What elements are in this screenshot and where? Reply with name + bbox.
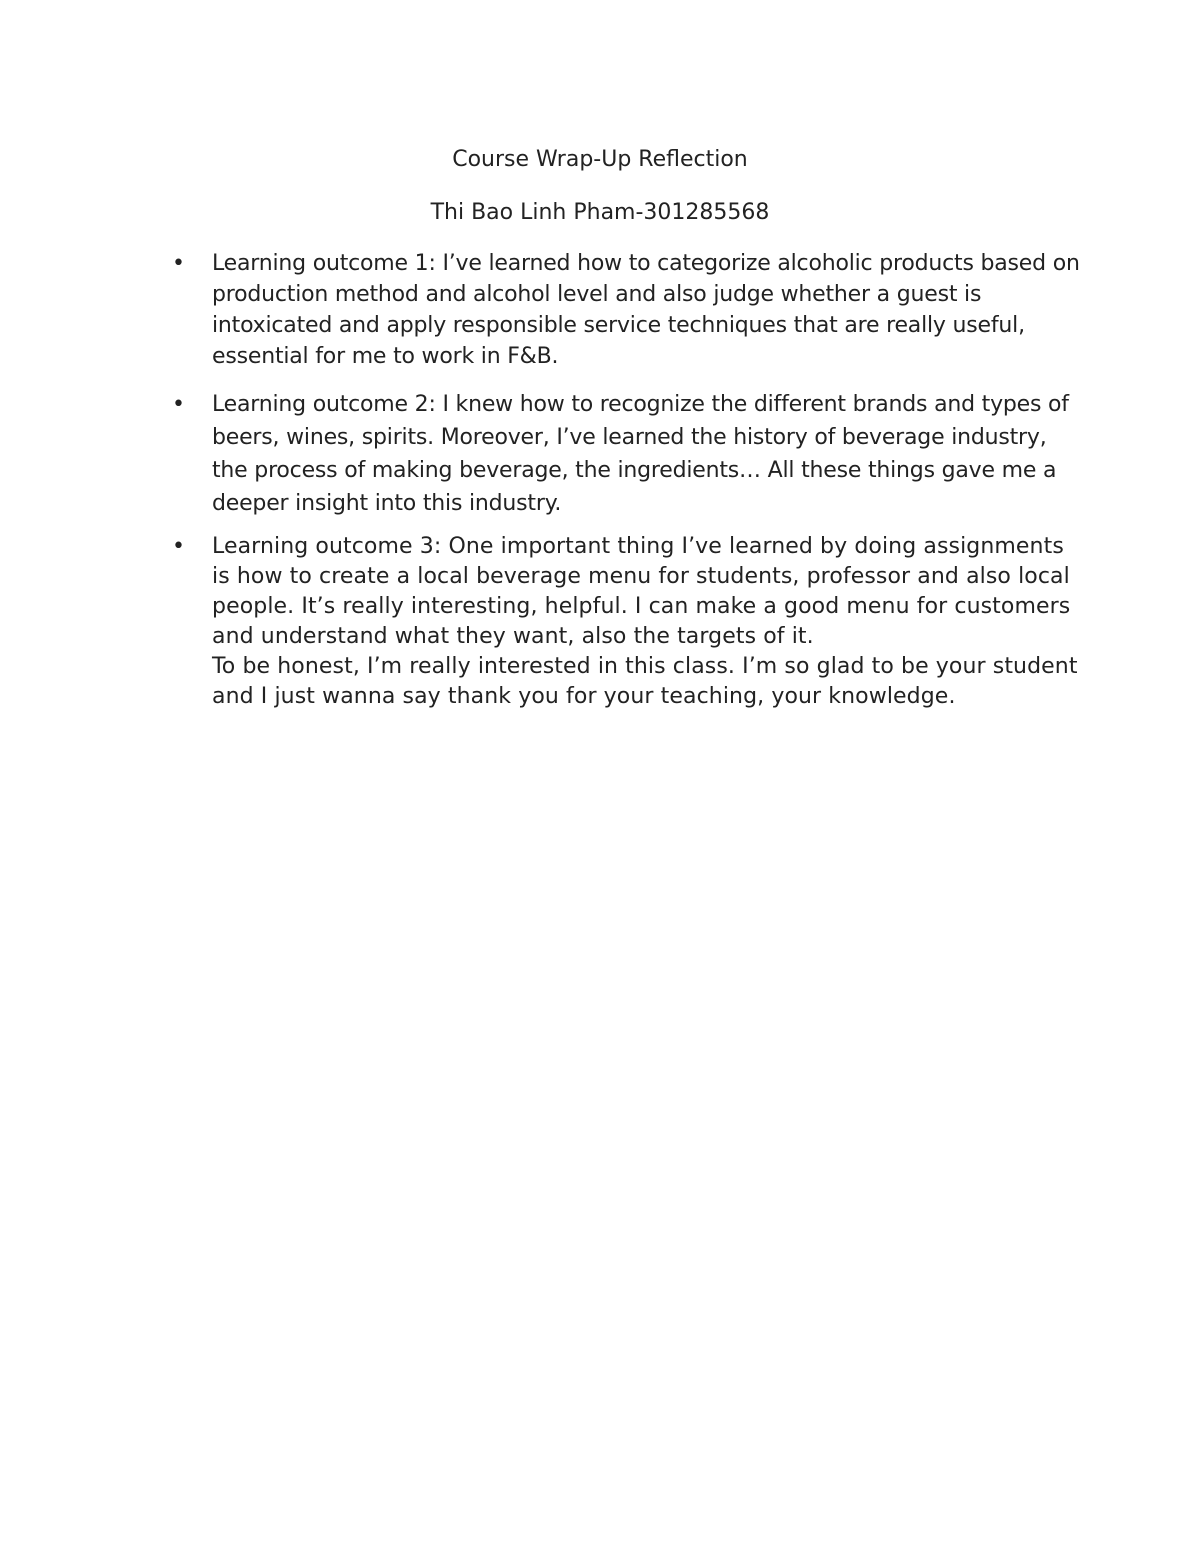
outcome-1-text: Learning outcome 1: I’ve learned how to categorize alcoholic products based on production method and alcohol level and also judge whether a guest is intoxicated and apply responsible service techniques that are really useful, essential for me to work in F&B.	[212, 251, 1080, 369]
bullet-icon: •	[172, 392, 185, 417]
list-item-outcome-1	[172, 248, 1082, 372]
outcome-2-text: Learning outcome 2: I knew how to recognize the different brands and types of beers, wines, spirits. Moreover, I’ve learned the history of beverage industry, the process of making beverage, the ingredients… All these things gave me a deeper insight into this industry.	[212, 392, 1069, 516]
outcome-3-text: Learning outcome 3: One important thing I’ve learned by doing assignments is how to create a local beverage menu for students, professor and also local people. It’s really interesting, helpful. I can make a good menu for customers and understand what they want, also the targets of it.	[212, 534, 1071, 649]
document-title: Course Wrap-Up Reflection	[452, 147, 748, 172]
list-item-outcome-3	[172, 532, 1082, 712]
closing-remark: To be honest, I’m really interested in this class. I’m so glad to be your student and I just wanna say thank you for your teaching, your knowledge.	[212, 654, 1078, 709]
author-line: Thi Bao Linh Pham-301285568	[430, 200, 770, 225]
bullet-icon: •	[172, 251, 185, 276]
list-item-outcome-2	[172, 388, 1082, 520]
bullet-icon: •	[172, 534, 186, 559]
